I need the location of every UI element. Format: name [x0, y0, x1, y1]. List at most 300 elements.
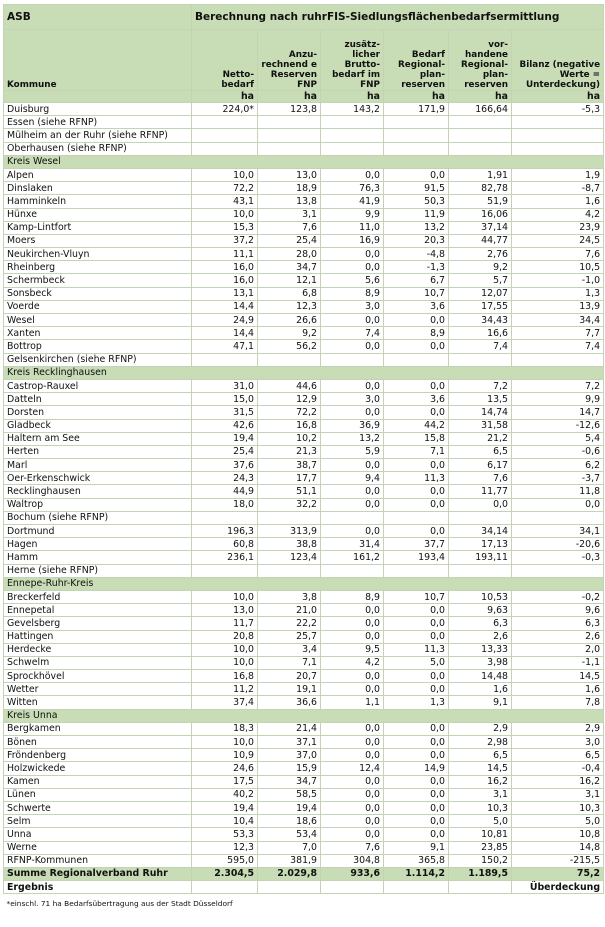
sum-row [4, 867, 604, 880]
table-row [4, 656, 604, 669]
fnp-reserven-cell: 17,7 [258, 472, 321, 485]
header-bilanz: Bilanz (negative Werte = Unterdeckung) [512, 30, 604, 91]
bilanz-cell [512, 511, 604, 524]
fnp-reserven-cell: 22,2 [258, 617, 321, 630]
nettobedarf-cell: 24,6 [192, 762, 258, 775]
fnp-reserven-cell: 123,8 [258, 103, 321, 116]
kommune-cell: Kamen [4, 775, 192, 788]
nettobedarf-cell: 16,8 [192, 670, 258, 683]
kommune-cell: Ennepetal [4, 604, 192, 617]
bilanz-cell: -0,3 [512, 551, 604, 564]
nettobedarf-cell: 10,0 [192, 590, 258, 603]
fnp-reserven-cell: 10,2 [258, 432, 321, 445]
table-row [4, 841, 604, 854]
kommune-cell: Unna [4, 828, 192, 841]
section-header-row [4, 366, 604, 379]
bilanz-cell [512, 564, 604, 577]
bilanz-cell: -0,6 [512, 445, 604, 458]
kommune-cell: Hamminkeln [4, 195, 192, 208]
result-row [4, 881, 604, 894]
nettobedarf-cell: 11,7 [192, 617, 258, 630]
bruttobedarf-cell: 76,3 [321, 182, 384, 195]
nettobedarf-cell: 10,0 [192, 168, 258, 181]
kommune-cell: Datteln [4, 393, 192, 406]
bilanz-cell: 9,9 [512, 393, 604, 406]
bilanz-cell: 5,0 [512, 815, 604, 828]
kommune-cell: Lünen [4, 788, 192, 801]
section-label: Kreis Unna [4, 709, 604, 722]
bilanz-cell: 11,8 [512, 485, 604, 498]
table-row [4, 604, 604, 617]
vorhandene-reserven-cell: 9,1 [449, 696, 512, 709]
vorhandene-reserven-cell: 0,0 [449, 498, 512, 511]
vorhandene-reserven-cell: 1,91 [449, 168, 512, 181]
vorhandene-reserven-cell: 21,2 [449, 432, 512, 445]
vorhandene-reserven-cell: 13,33 [449, 643, 512, 656]
bilanz-cell: 14,8 [512, 841, 604, 854]
fnp-reserven-cell [258, 881, 321, 894]
bruttobedarf-cell: 0,0 [321, 683, 384, 696]
bilanz-cell: 7,7 [512, 327, 604, 340]
vorhandene-reserven-cell: 6,3 [449, 617, 512, 630]
bedarf-regionalplan-cell: 0,0 [384, 630, 449, 643]
nettobedarf-cell: 236,1 [192, 551, 258, 564]
nettobedarf-cell: 196,3 [192, 525, 258, 538]
bruttobedarf-cell: 0,0 [321, 815, 384, 828]
vorhandene-reserven-cell: 166,64 [449, 103, 512, 116]
vorhandene-reserven-cell: 9,63 [449, 604, 512, 617]
fnp-reserven-cell: 38,8 [258, 538, 321, 551]
bruttobedarf-cell: 9,5 [321, 643, 384, 656]
fnp-reserven-cell [258, 564, 321, 577]
fnp-reserven-cell: 32,2 [258, 498, 321, 511]
vorhandene-reserven-cell: 9,2 [449, 261, 512, 274]
units-label-cell [4, 91, 192, 103]
table-row [4, 287, 604, 300]
table-row [4, 103, 604, 116]
nettobedarf-cell: 224,0* [192, 103, 258, 116]
bilanz-cell: 9,6 [512, 604, 604, 617]
vorhandene-reserven-cell: 7,6 [449, 472, 512, 485]
fnp-reserven-cell: 381,9 [258, 854, 321, 867]
nettobedarf-cell: 17,5 [192, 775, 258, 788]
vorhandene-reserven-cell: 51,9 [449, 195, 512, 208]
bruttobedarf-cell: 8,9 [321, 287, 384, 300]
bilanz-cell: 10,5 [512, 261, 604, 274]
table-row [4, 406, 604, 419]
table-row [4, 432, 604, 445]
vorhandene-reserven-cell: 10,3 [449, 801, 512, 814]
section-header-row [4, 709, 604, 722]
fnp-reserven-cell [258, 353, 321, 366]
vorhandene-reserven-cell [449, 116, 512, 129]
bedarf-regionalplan-cell: 3,6 [384, 300, 449, 313]
fnp-reserven-cell: 28,0 [258, 248, 321, 261]
bruttobedarf-cell: 0,0 [321, 630, 384, 643]
bruttobedarf-cell: 0,0 [321, 379, 384, 392]
bilanz-cell [512, 116, 604, 129]
bedarf-regionalplan-cell: 0,0 [384, 683, 449, 696]
nettobedarf-cell [192, 511, 258, 524]
bedarf-regionalplan-cell [384, 564, 449, 577]
section-header-row [4, 577, 604, 590]
bilanz-cell: 10,3 [512, 801, 604, 814]
bruttobedarf-cell: 5,9 [321, 445, 384, 458]
bedarf-regionalplan-cell: 50,3 [384, 195, 449, 208]
bedarf-regionalplan-cell: 0,0 [384, 815, 449, 828]
vorhandene-reserven-cell: 13,5 [449, 393, 512, 406]
vorhandene-reserven-cell: 7,2 [449, 379, 512, 392]
table-body [4, 103, 604, 894]
vorhandene-reserven-cell: 16,6 [449, 327, 512, 340]
nettobedarf-cell: 47,1 [192, 340, 258, 353]
nettobedarf-cell: 10,9 [192, 749, 258, 762]
nettobedarf-cell: 11,1 [192, 248, 258, 261]
kommune-cell: Rheinberg [4, 261, 192, 274]
nettobedarf-cell: 20,8 [192, 630, 258, 643]
nettobedarf-cell: 10,0 [192, 656, 258, 669]
bruttobedarf-cell: 0,0 [321, 498, 384, 511]
bilanz-cell: -20,6 [512, 538, 604, 551]
fnp-reserven-cell: 12,9 [258, 393, 321, 406]
bedarf-regionalplan-cell [384, 511, 449, 524]
fnp-reserven-cell: 21,0 [258, 604, 321, 617]
nettobedarf-cell: 72,2 [192, 182, 258, 195]
vorhandene-reserven-cell: 7,4 [449, 340, 512, 353]
kommune-cell: Hünxe [4, 208, 192, 221]
header-bedarf-regionalplan: Bedarf Regional-plan-reserven [384, 30, 449, 91]
table-row [4, 538, 604, 551]
table-row [4, 815, 604, 828]
bruttobedarf-cell: 0,0 [321, 485, 384, 498]
bedarf-regionalplan-cell: 10,7 [384, 590, 449, 603]
bruttobedarf-cell: 933,6 [321, 867, 384, 880]
bedarf-regionalplan-cell: 11,3 [384, 472, 449, 485]
fnp-reserven-cell: 53,4 [258, 828, 321, 841]
bedarf-regionalplan-cell: 0,0 [384, 749, 449, 762]
kommune-cell: Fröndenberg [4, 749, 192, 762]
bruttobedarf-cell [321, 881, 384, 894]
unit-fnp-reserven: ha [258, 91, 321, 103]
nettobedarf-cell: 37,4 [192, 696, 258, 709]
fnp-reserven-cell [258, 129, 321, 142]
table-row [4, 379, 604, 392]
bedarf-regionalplan-cell: 0,0 [384, 525, 449, 538]
bruttobedarf-cell: 3,0 [321, 300, 384, 313]
table-row [4, 340, 604, 353]
bilanz-cell: 5,4 [512, 432, 604, 445]
nettobedarf-cell [192, 129, 258, 142]
nettobedarf-cell: 43,1 [192, 195, 258, 208]
bilanz-cell: -215,5 [512, 854, 604, 867]
nettobedarf-cell: 10,0 [192, 643, 258, 656]
vorhandene-reserven-cell: 14,5 [449, 762, 512, 775]
table-row [4, 445, 604, 458]
kommune-cell: Marl [4, 459, 192, 472]
table-row [4, 393, 604, 406]
table-row [4, 696, 604, 709]
bruttobedarf-cell: 31,4 [321, 538, 384, 551]
bedarf-table [3, 4, 604, 910]
kommune-cell: Gevelsberg [4, 617, 192, 630]
bilanz-cell [512, 353, 604, 366]
bedarf-regionalplan-cell: 0,0 [384, 340, 449, 353]
bruttobedarf-cell: 0,0 [321, 722, 384, 735]
fnp-reserven-cell: 19,1 [258, 683, 321, 696]
bruttobedarf-cell: 0,0 [321, 406, 384, 419]
kommune-cell: Castrop-Rauxel [4, 379, 192, 392]
bedarf-regionalplan-cell: 44,2 [384, 419, 449, 432]
bilanz-cell: 14,7 [512, 406, 604, 419]
bilanz-cell: 7,8 [512, 696, 604, 709]
kommune-cell: Dorsten [4, 406, 192, 419]
bilanz-cell: 2,0 [512, 643, 604, 656]
bedarf-regionalplan-cell: 91,5 [384, 182, 449, 195]
fnp-reserven-cell: 26,6 [258, 314, 321, 327]
fnp-reserven-cell: 37,1 [258, 736, 321, 749]
bruttobedarf-cell: 0,0 [321, 525, 384, 538]
bilanz-cell: 16,2 [512, 775, 604, 788]
vorhandene-reserven-cell: 10,81 [449, 828, 512, 841]
vorhandene-reserven-cell: 12,07 [449, 287, 512, 300]
nettobedarf-cell: 24,9 [192, 314, 258, 327]
fnp-reserven-cell: 16,8 [258, 419, 321, 432]
bilanz-cell: 7,4 [512, 340, 604, 353]
fnp-reserven-cell: 12,1 [258, 274, 321, 287]
bruttobedarf-cell: 16,9 [321, 234, 384, 247]
bruttobedarf-cell: 0,0 [321, 775, 384, 788]
unit-bedarf-regionalplan: ha [384, 91, 449, 103]
table-row [4, 762, 604, 775]
table-row [4, 168, 604, 181]
vorhandene-reserven-cell: 34,43 [449, 314, 512, 327]
nettobedarf-cell: 595,0 [192, 854, 258, 867]
bedarf-regionalplan-cell: -1,3 [384, 261, 449, 274]
vorhandene-reserven-cell: 10,53 [449, 590, 512, 603]
nettobedarf-cell: 14,4 [192, 300, 258, 313]
kommune-cell: Haltern am See [4, 432, 192, 445]
vorhandene-reserven-cell: 37,14 [449, 221, 512, 234]
bilanz-cell: -12,6 [512, 419, 604, 432]
title-row [4, 5, 604, 30]
header-fnp-reserven: Anzu-rechnend e Reserven FNP [258, 30, 321, 91]
bruttobedarf-cell: 41,9 [321, 195, 384, 208]
section-label: Kreis Wesel [4, 155, 604, 168]
bilanz-cell: 2,9 [512, 722, 604, 735]
vorhandene-reserven-cell: 2,9 [449, 722, 512, 735]
fnp-reserven-cell: 18,9 [258, 182, 321, 195]
bedarf-regionalplan-cell: 7,1 [384, 445, 449, 458]
fnp-reserven-cell: 2.029,8 [258, 867, 321, 880]
units-row [4, 91, 604, 103]
bedarf-regionalplan-cell: 0,0 [384, 736, 449, 749]
header-nettobedarf: Netto-bedarf [192, 30, 258, 91]
kommune-cell: Dinslaken [4, 182, 192, 195]
bilanz-cell: 34,4 [512, 314, 604, 327]
table-row [4, 590, 604, 603]
fnp-reserven-cell [258, 116, 321, 129]
bruttobedarf-cell: 7,6 [321, 841, 384, 854]
fnp-reserven-cell: 20,7 [258, 670, 321, 683]
bedarf-regionalplan-cell: 9,1 [384, 841, 449, 854]
bruttobedarf-cell: 9,9 [321, 208, 384, 221]
kommune-cell: Voerde [4, 300, 192, 313]
bruttobedarf-cell: 5,6 [321, 274, 384, 287]
kommune-cell: Kamp-Lintfort [4, 221, 192, 234]
fnp-reserven-cell: 25,7 [258, 630, 321, 643]
kommune-cell: Schwelm [4, 656, 192, 669]
kommune-cell: Witten [4, 696, 192, 709]
bedarf-regionalplan-cell: 0,0 [384, 498, 449, 511]
bilanz-cell: 1,9 [512, 168, 604, 181]
table-row [4, 353, 604, 366]
vorhandene-reserven-cell: 16,2 [449, 775, 512, 788]
kommune-cell: Bönen [4, 736, 192, 749]
table-row [4, 419, 604, 432]
kommune-cell: Herne (siehe RFNP) [4, 564, 192, 577]
bilanz-cell: 6,2 [512, 459, 604, 472]
table-row [4, 683, 604, 696]
table-row [4, 116, 604, 129]
fnp-reserven-cell: 56,2 [258, 340, 321, 353]
vorhandene-reserven-cell [449, 129, 512, 142]
kommune-cell: Schwerte [4, 801, 192, 814]
fnp-reserven-cell [258, 142, 321, 155]
vorhandene-reserven-cell: 6,5 [449, 445, 512, 458]
bilanz-cell: 13,9 [512, 300, 604, 313]
kommune-cell: Bottrop [4, 340, 192, 353]
bedarf-regionalplan-cell: 0,0 [384, 459, 449, 472]
fnp-reserven-cell: 3,4 [258, 643, 321, 656]
bilanz-cell: 4,2 [512, 208, 604, 221]
nettobedarf-cell: 10,0 [192, 736, 258, 749]
nettobedarf-cell: 25,4 [192, 445, 258, 458]
nettobedarf-cell: 12,3 [192, 841, 258, 854]
bedarf-regionalplan-cell: 3,6 [384, 393, 449, 406]
bruttobedarf-cell [321, 142, 384, 155]
table-row [4, 498, 604, 511]
section-label: Ennepe-Ruhr-Kreis [4, 577, 604, 590]
bruttobedarf-cell: 0,0 [321, 617, 384, 630]
kommune-cell: Schermbeck [4, 274, 192, 287]
bedarf-regionalplan-cell: 14,9 [384, 762, 449, 775]
fnp-reserven-cell: 15,9 [258, 762, 321, 775]
vorhandene-reserven-cell: 34,14 [449, 525, 512, 538]
table-row [4, 722, 604, 735]
fnp-reserven-cell: 72,2 [258, 406, 321, 419]
fnp-reserven-cell: 19,4 [258, 801, 321, 814]
table-row [4, 854, 604, 867]
title-calculation: Berechnung nach ruhrFIS-Siedlungsflächenbedarfsermittlung [192, 5, 604, 30]
vorhandene-reserven-cell: 44,77 [449, 234, 512, 247]
table-row [4, 208, 604, 221]
bruttobedarf-cell: 304,8 [321, 854, 384, 867]
vorhandene-reserven-cell: 1,6 [449, 683, 512, 696]
kommune-cell: Moers [4, 234, 192, 247]
bruttobedarf-cell: 0,0 [321, 788, 384, 801]
table-row [4, 459, 604, 472]
table-row [4, 749, 604, 762]
bedarf-regionalplan-cell [384, 142, 449, 155]
vorhandene-reserven-cell [449, 881, 512, 894]
bedarf-regionalplan-cell: 0,0 [384, 670, 449, 683]
vorhandene-reserven-cell: 3,1 [449, 788, 512, 801]
table-row [4, 788, 604, 801]
bruttobedarf-cell: 0,0 [321, 459, 384, 472]
kommune-cell: Wetter [4, 683, 192, 696]
bruttobedarf-cell: 0,0 [321, 801, 384, 814]
fnp-reserven-cell: 13,0 [258, 168, 321, 181]
nettobedarf-cell: 15,3 [192, 221, 258, 234]
table-row [4, 643, 604, 656]
vorhandene-reserven-cell: 6,5 [449, 749, 512, 762]
table-row [4, 234, 604, 247]
table-row [4, 736, 604, 749]
kommune-cell: RFNP-Kommunen [4, 854, 192, 867]
kommune-cell: Selm [4, 815, 192, 828]
bilanz-cell [512, 129, 604, 142]
kommune-cell: Waltrop [4, 498, 192, 511]
fnp-reserven-cell: 34,7 [258, 775, 321, 788]
fnp-reserven-cell: 51,1 [258, 485, 321, 498]
bedarf-regionalplan-cell: 171,9 [384, 103, 449, 116]
bilanz-cell: 7,2 [512, 379, 604, 392]
bedarf-regionalplan-cell: 6,7 [384, 274, 449, 287]
bedarf-regionalplan-cell: 0,0 [384, 485, 449, 498]
bedarf-regionalplan-cell: 0,0 [384, 406, 449, 419]
bilanz-cell: 1,3 [512, 287, 604, 300]
vorhandene-reserven-cell: 23,85 [449, 841, 512, 854]
vorhandene-reserven-cell: 14,48 [449, 670, 512, 683]
nettobedarf-cell: 37,6 [192, 459, 258, 472]
vorhandene-reserven-cell: 17,55 [449, 300, 512, 313]
fnp-reserven-cell: 34,7 [258, 261, 321, 274]
vorhandene-reserven-cell: 6,17 [449, 459, 512, 472]
bedarf-regionalplan-cell: 0,0 [384, 722, 449, 735]
bilanz-cell: 3,1 [512, 788, 604, 801]
kommune-cell: Breckerfeld [4, 590, 192, 603]
vorhandene-reserven-cell [449, 142, 512, 155]
vorhandene-reserven-cell [449, 511, 512, 524]
bedarf-regionalplan-cell [384, 129, 449, 142]
header-row [4, 30, 604, 91]
bedarf-regionalplan-cell: 0,0 [384, 775, 449, 788]
unit-vorhandene-reserven: ha [449, 91, 512, 103]
fnp-reserven-cell: 36,6 [258, 696, 321, 709]
kommune-cell: Duisburg [4, 103, 192, 116]
bilanz-cell: 3,0 [512, 736, 604, 749]
vorhandene-reserven-cell [449, 564, 512, 577]
kommune-cell: Wesel [4, 314, 192, 327]
nettobedarf-cell: 14,4 [192, 327, 258, 340]
bedarf-regionalplan-cell: 0,0 [384, 788, 449, 801]
fnp-reserven-cell: 7,6 [258, 221, 321, 234]
nettobedarf-cell: 10,0 [192, 208, 258, 221]
nettobedarf-cell: 60,8 [192, 538, 258, 551]
nettobedarf-cell [192, 881, 258, 894]
kommune-cell: Ergebnis [4, 881, 192, 894]
vorhandene-reserven-cell: 16,06 [449, 208, 512, 221]
kommune-cell: Hattingen [4, 630, 192, 643]
nettobedarf-cell: 16,0 [192, 274, 258, 287]
table-row [4, 182, 604, 195]
fnp-reserven-cell: 44,6 [258, 379, 321, 392]
kommune-cell: Herdecke [4, 643, 192, 656]
bilanz-cell: 1,6 [512, 683, 604, 696]
bedarf-regionalplan-cell: 13,2 [384, 221, 449, 234]
nettobedarf-cell: 31,0 [192, 379, 258, 392]
vorhandene-reserven-cell: 2,6 [449, 630, 512, 643]
